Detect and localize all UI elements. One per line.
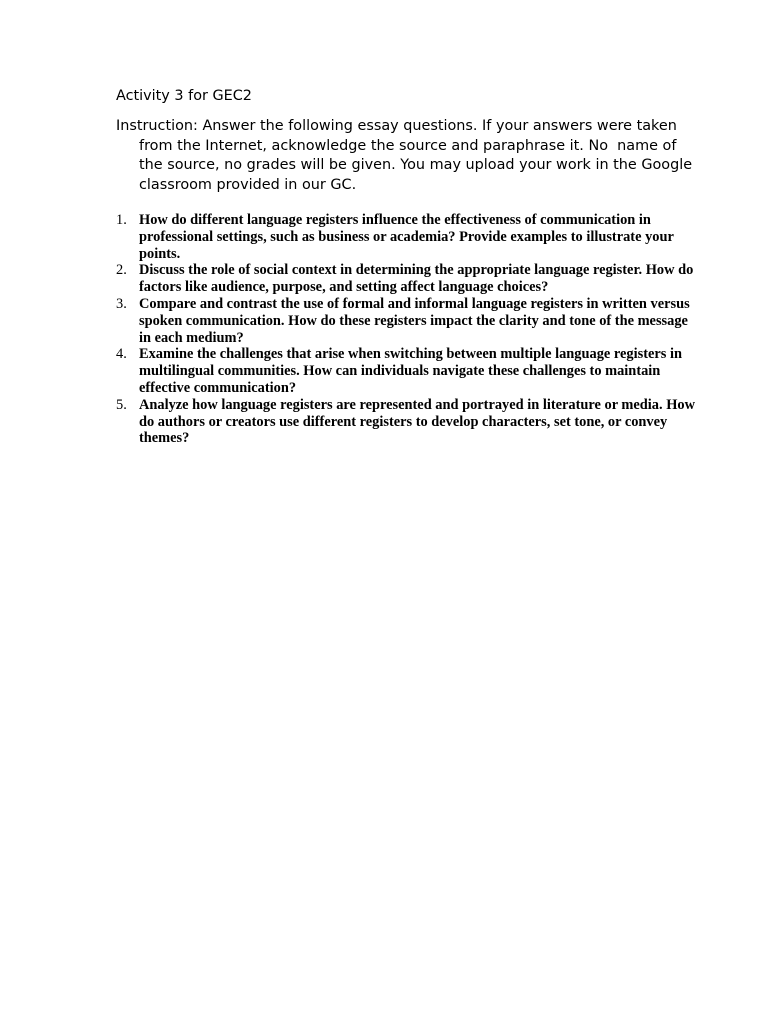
question-list: [116, 212, 696, 447]
question-item: [116, 397, 696, 447]
question-item: [116, 346, 696, 396]
document-title: Activity 3 for GEC2: [116, 88, 252, 104]
question-text: Discuss the role of social context in determining the appropriate language register. How do factors like audience, purpose, and setting affect language choices?: [139, 262, 694, 296]
question-item: [116, 212, 696, 262]
question-number: 2.: [116, 262, 127, 279]
question-item: [116, 296, 696, 346]
question-text: Examine the challenges that arise when switching between multiple language registers in multilingual communities. How can individuals navigate these challenges to maintain effective communication?: [139, 346, 682, 396]
question-number: 4.: [116, 346, 127, 363]
question-text: How do different language registers influence the effectiveness of communication in professional settings, such as business or academia? Provide examples to illustrate your points.: [139, 212, 674, 262]
question-number: 3.: [116, 295, 127, 312]
instruction-paragraph: Instruction: Answer the following essay questions. If your answers were taken from the Internet, acknowledge the source and paraphrase it. No name of the source, no grades will be given. You may upload your work in the Google classroom provided in our GC.: [116, 118, 697, 193]
question-item: [116, 262, 696, 296]
question-number: 1.: [116, 212, 127, 228]
question-number: 5.: [116, 396, 127, 413]
question-text: Analyze how language registers are represented and portrayed in literature or media. How do authors or creators use different registers to develop characters, set tone, or convey themes?: [139, 396, 695, 447]
question-text: Compare and contrast the use of formal and informal language registers in written versus spoken communication. How do these registers impact the clarity and tone of the message in each medium?: [139, 295, 690, 346]
